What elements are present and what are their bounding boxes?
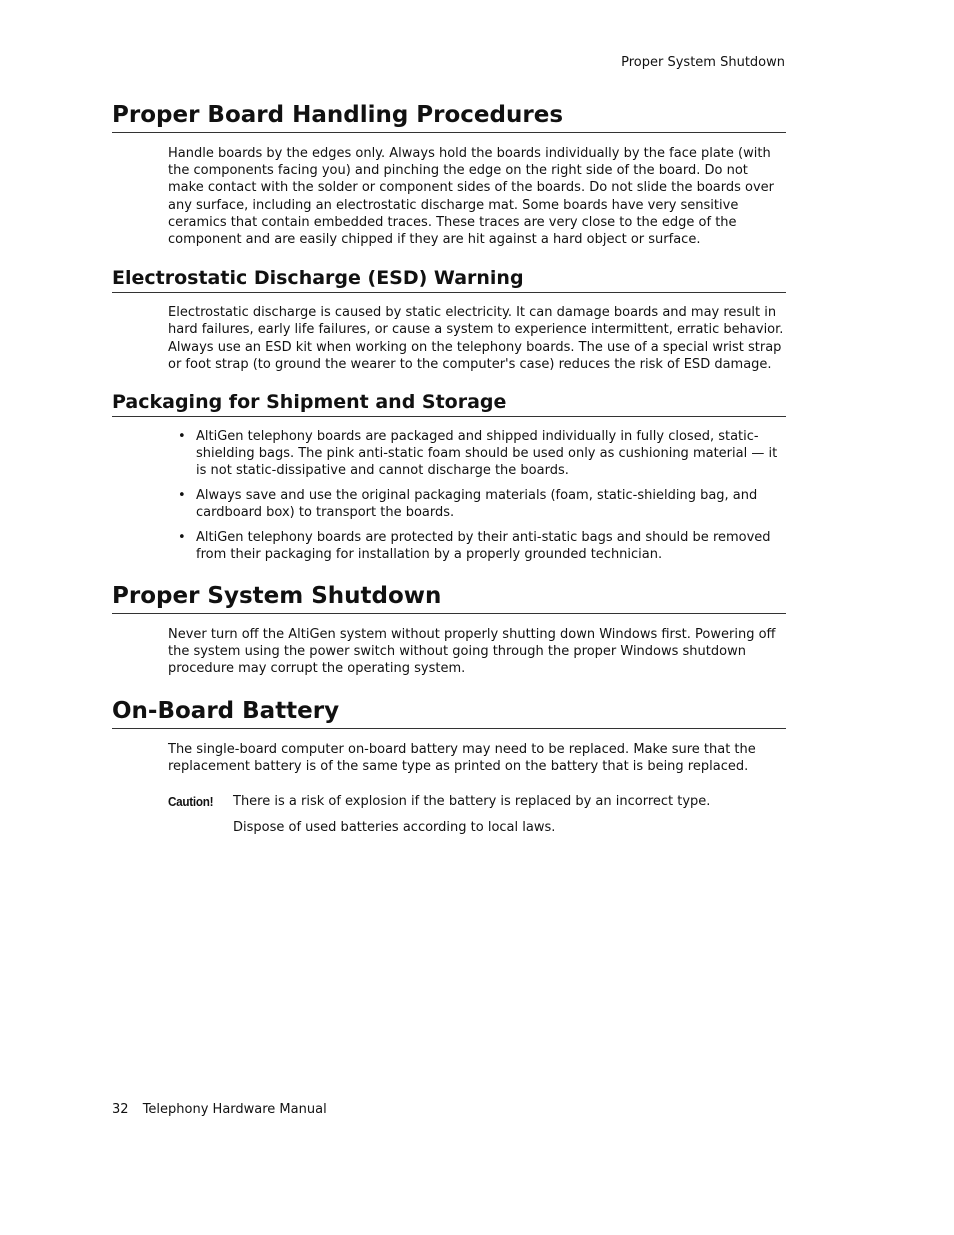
list-item (178, 529, 786, 563)
caution-label: Caution! (168, 793, 214, 809)
page-content (112, 101, 786, 836)
heading-board-handling: Proper Board Handling Procedures (112, 101, 786, 133)
manual-title: Telephony Hardware Manual (142, 1102, 327, 1117)
heading-esd-warning: Electrostatic Discharge (ESD) Warning (112, 266, 786, 293)
heading-shutdown: Proper System Shutdown (112, 582, 786, 614)
bullet-icon: • (178, 488, 186, 504)
packaging-list (178, 428, 786, 564)
esd-warning-paragraph: Electrostatic discharge is caused by static electricity. It can damage boards and may result in hard failures, early life failures, or cause a system to experience intermittent, erratic behavior. Always use an ESD kit when working on the telephony boards. The use of a special wrist strap or foot strap (to ground the wearer to the computer's case) reduces the risk of ESD damage. (168, 305, 784, 372)
running-header: Proper System Shutdown (621, 55, 785, 70)
list-item-text: Always save and use the original packaging materials (foam, static-shielding bag, and cardboard box) to transport the boards. (196, 488, 758, 521)
shutdown-paragraph: Never turn off the AltiGen system without properly shutting down Windows first. Powering off the system using the power switch without going through the proper Windows shutdown procedure may corrupt the operating system. (168, 626, 776, 677)
list-item (178, 487, 786, 521)
caution-note (168, 793, 786, 836)
bullet-icon: • (178, 530, 186, 546)
page-number: 32 (112, 1102, 129, 1117)
list-item (178, 428, 786, 480)
caution-text (233, 793, 710, 836)
heading-battery: On-Board Battery (112, 697, 786, 729)
heading-packaging: Packaging for Shipment and Storage (112, 390, 786, 417)
bullet-icon: • (178, 429, 186, 445)
caution-line: There is a risk of explosion if the battery is replaced by an incorrect type. (233, 793, 711, 809)
list-item-text: AltiGen telephony boards are protected by their anti-static bags and should be removed from their packaging for installation by a properly grounded technician. (196, 530, 771, 563)
battery-paragraph: The single-board computer on-board battery may need to be replaced. Make sure that the replacement battery is of the same type as printed on the battery that is being replaced. (168, 742, 756, 775)
list-item-text: AltiGen telephony boards are packaged and shipped individually in fully closed, static-shielding bags. The pink anti-static foam should be used only as cushioning material — it is not static-dissipative and cannot discharge the boards. (196, 429, 778, 479)
board-handling-paragraph: Handle boards by the edges only. Always hold the boards individually by the face plate (with the components facing you) and pinching the edge on the right side of the board. Do not make contact with the solder or component sides of the boards. Do not slide the boards over any surface, including an electrostatic discharge mat. Some boards have very sensitive ceramics that contain embedded traces. These traces are very close to the edge of the component and are easily chipped if they are hit against a hard object or surface. (168, 146, 775, 248)
page-footer (112, 1102, 327, 1118)
caution-line: Dispose of used batteries according to local laws. (233, 819, 556, 835)
